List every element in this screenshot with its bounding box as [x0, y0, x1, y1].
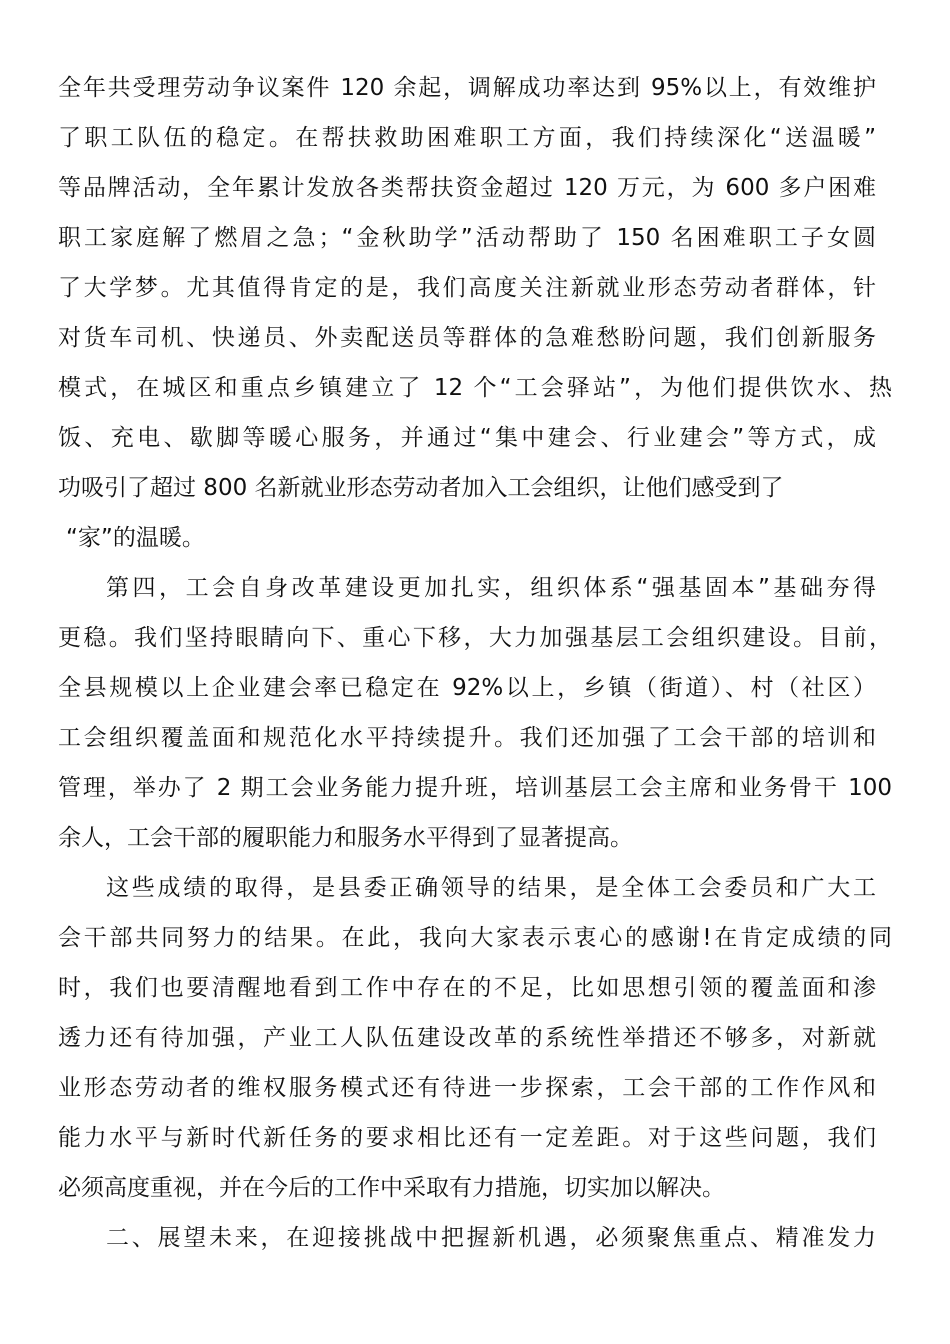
text-line: 会干部共同努力的结果。在此，我向大家表示衷心的感谢!在肯定成绩的同 — [58, 925, 892, 951]
text-line: 饭、充电、歇脚等暖心服务，并通过“集中建会、行业建会”等方式，成 — [58, 425, 876, 451]
text-line: 了职工队伍的稳定。在帮扶救助困难职工方面，我们持续深化“送温暖” — [58, 125, 876, 151]
text-line: 职工家庭解了燃眉之急；“金秋助学”活动帮助了 150 名困难职工子女圆 — [58, 225, 876, 251]
text-line: 管理，举办了 2 期工会业务能力提升班，培训基层工会主席和业务骨干 100 — [58, 775, 892, 801]
text-line: 工会组织覆盖面和规范化水平持续提升。我们还加强了工会干部的培训和 — [58, 725, 876, 751]
text-line: 更稳。我们坚持眼睛向下、重心下移，大力加强基层工会组织建设。目前， — [58, 625, 892, 651]
text-line: 全年共受理劳动争议案件 120 余起，调解成功率达到 95%以上，有效维护 — [58, 75, 876, 101]
text-line: 模式，在城区和重点乡镇建立了 12 个“工会驿站”，为他们提供饮水、热 — [58, 375, 892, 401]
heading-line: 二、展望未来，在迎接挑战中把握新机遇，必须聚焦重点、精准发力 — [106, 1225, 876, 1251]
text-line: 第四，工会自身改革建设更加扎实，组织体系“强基固本”基础夯得 — [106, 575, 876, 601]
text-line: 业形态劳动者的维权服务模式还有待进一步探索，工会干部的工作作风和 — [58, 1075, 876, 1101]
text-line: 对货车司机、快递员、外卖配送员等群体的急难愁盼问题，我们创新服务 — [58, 325, 876, 351]
text-line: 能力水平与新时代新任务的要求相比还有一定差距。对于这些问题，我们 — [58, 1125, 876, 1151]
text-line: 余人，工会干部的履职能力和服务水平得到了显著提高。 — [58, 825, 633, 851]
text-line: 透力还有待加强，产业工人队伍建设改革的系统性举措还不够多，对新就 — [58, 1025, 876, 1051]
text-line: 这些成绩的取得，是县委正确领导的结果，是全体工会委员和广大工 — [106, 875, 876, 901]
text-line: 功吸引了超过 800 名新就业形态劳动者加入工会组织，让他们感受到了 — [58, 475, 784, 501]
text-line: 必须高度重视，并在今后的工作中采取有力措施，切实加以解决。 — [58, 1175, 725, 1201]
text-line: 时，我们也要清醒地看到工作中存在的不足，比如思想引领的覆盖面和渗 — [58, 975, 876, 1001]
text-line: 全县规模以上企业建会率已稳定在 92%以上，乡镇（街道）、村（社区） — [58, 675, 876, 701]
text-line: “家”的温暖。 — [66, 525, 205, 551]
text-line: 了大学梦。尤其值得肯定的是，我们高度关注新就业形态劳动者群体，针 — [58, 275, 876, 301]
text-line: 等品牌活动，全年累计发放各类帮扶资金超过 120 万元，为 600 多户困难 — [58, 175, 876, 201]
